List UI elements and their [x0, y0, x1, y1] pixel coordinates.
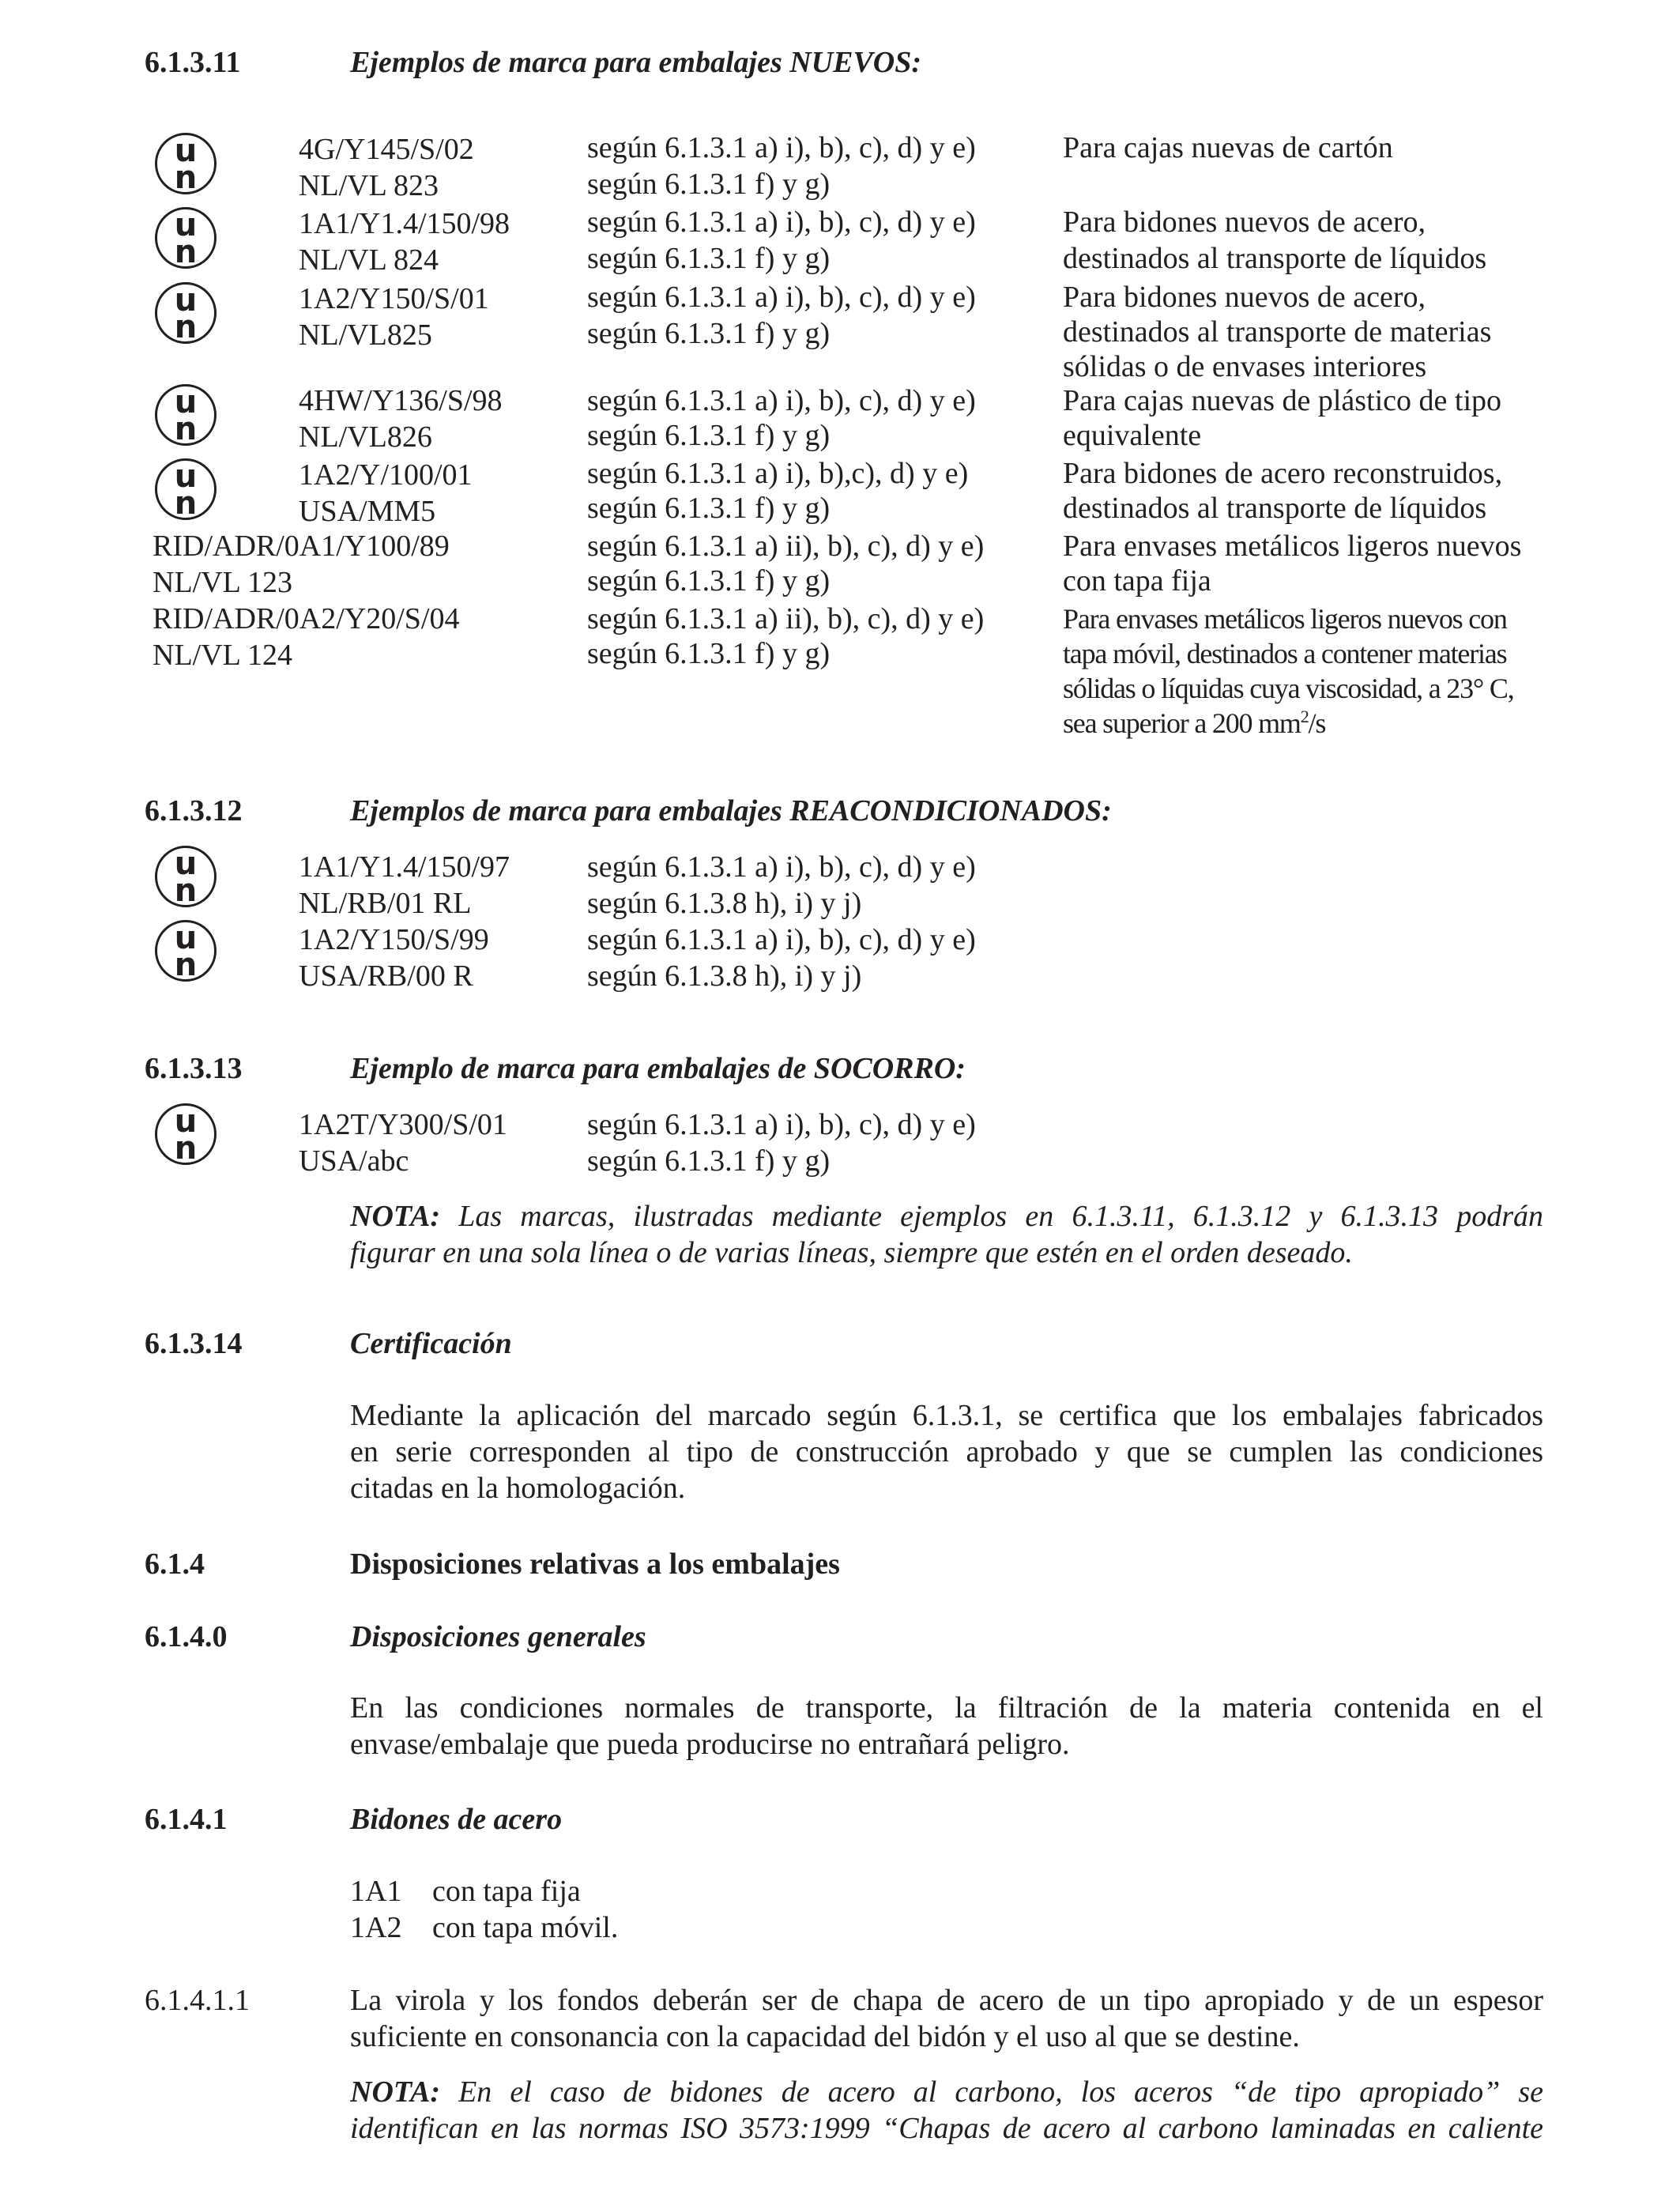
note: NOTA: En el caso de bidones de acero al carbono, los aceros “de tipo apropiado” se identifican en las normas ISO 3573:1999 “Chapas de acero al carbono laminadas en caliente: [350, 2075, 1543, 2145]
mark-description: Para cajas nuevas de plástico de tipo: [1063, 384, 1502, 417]
mark-description: Para envases metálicos ligeros nuevos: [1063, 530, 1522, 563]
section-title: Ejemplos de marca para embalajes REACONDICIONADOS:: [350, 794, 1112, 827]
mark-reference: según 6.1.3.1 a) i), b), c), d) y e): [587, 384, 976, 417]
section-title: Disposiciones relativas a los embalajes: [350, 1547, 840, 1581]
mark-reference: según 6.1.3.1 a) i), b), c), d) y e): [587, 205, 976, 239]
section-number: 6.1.4: [145, 1547, 205, 1581]
list-item-code: 1A2: [350, 1911, 402, 1944]
list-item-code: 1A1: [350, 1875, 402, 1908]
mark-description: sea superior a 200 $mm^2/s$: [1063, 707, 1326, 739]
mark-description: Para bidones nuevos de acero,: [1063, 205, 1426, 239]
un-symbol-icon: u n: [155, 458, 217, 520]
mark-reference: según 6.1.3.1 a) i), b), c), d) y e): [587, 1108, 976, 1141]
paragraph: La virola y los fondos deberán ser de chapa de acero de un tipo apropiado y de un espesor suficiente en consonancia con la capacidad del bidón y el uso al que se destine.: [350, 1984, 1543, 2053]
mark-code: 1A2/Y/100/01: [299, 458, 473, 492]
mark-code: 4HW/Y136/S/98: [299, 384, 503, 417]
mark-description: con tapa fija: [1063, 564, 1211, 598]
mark-code: 1A2T/Y300/S/01: [299, 1108, 507, 1141]
mark-code-2: USA/MM5: [299, 495, 436, 528]
section-number: 6.1.3.12: [145, 794, 243, 827]
mark-reference-2: según 6.1.3.1 f) y g): [587, 317, 831, 350]
mark-code-2: USA/abc: [299, 1144, 409, 1178]
section-title: Bidones de acero: [350, 1803, 563, 1836]
mark-code-2: USA/RB/00 R: [299, 959, 473, 993]
un-symbol-icon: u n: [155, 133, 217, 194]
un-symbol-icon: u n: [155, 920, 217, 982]
mark-reference: según 6.1.3.1 a) i), b), c), d) y e): [587, 131, 976, 164]
mark-code-2: NL/VL 824: [299, 243, 439, 277]
mark-code: RID/ADR/0A2/Y20/S/04: [153, 602, 460, 635]
mark-reference-2: según 6.1.3.1 f) y g): [587, 419, 831, 452]
mark-description: destinados al transporte de materias: [1063, 315, 1492, 349]
un-symbol-icon: u n: [155, 282, 217, 344]
mark-reference-2: según 6.1.3.1 f) y g): [587, 564, 831, 598]
note: NOTA: Las marcas, ilustradas mediante ejemplos en 6.1.3.11, 6.1.3.12 y 6.1.3.13 podrán figurar en una sola línea o de varias líneas, siempre que estén en el orden deseado.: [350, 1200, 1543, 1269]
paragraph: Mediante la aplicación del marcado según 6.1.3.1, se certifica que los embalajes fabricados en serie corresponden al tipo de construcción aprobado y que se cumplen las condiciones citadas en la homologación.: [350, 1399, 1543, 1505]
mark-code: 1A1/Y1.4/150/97: [299, 850, 510, 884]
mark-description: destinados al transporte de líquidos: [1063, 242, 1487, 275]
mark-code-2: NL/VL825: [299, 319, 432, 352]
mark-code-2: NL/RB/01 RL: [299, 887, 472, 920]
section-number: 6.1.4.1.1: [145, 1984, 250, 2017]
mark-reference-2: según 6.1.3.8 h), i) y j): [587, 887, 862, 920]
un-symbol-icon: u n: [155, 207, 217, 269]
mark-code: 1A1/Y1.4/150/98: [299, 207, 510, 240]
mark-description: sólidas o líquidas cuya viscosidad, a 23° C,: [1063, 673, 1514, 704]
un-symbol-icon: u n: [155, 384, 217, 446]
section-title: Ejemplo de marca para embalajes de SOCORRO:: [350, 1052, 966, 1085]
section-number: 6.1.3.11: [145, 46, 241, 79]
mark-description: equivalente: [1063, 419, 1202, 452]
mark-reference-2: según 6.1.3.1 f) y g): [587, 492, 831, 525]
un-symbol-icon: u n: [155, 846, 217, 907]
mark-description: sólidas o de envases interiores: [1063, 350, 1427, 383]
mark-code: 1A2/Y150/S/01: [299, 282, 489, 315]
list-item-text: con tapa fija: [432, 1875, 581, 1908]
mark-description: Para cajas nuevas de cartón: [1063, 131, 1393, 164]
mark-reference: según 6.1.3.1 a) i), b), c), d) y e): [587, 281, 976, 314]
list-item-text: con tapa móvil.: [432, 1911, 619, 1944]
mark-code-2: NL/VL 124: [153, 639, 292, 672]
mark-code: 1A2/Y150/S/99: [299, 923, 489, 956]
mark-description: Para envases metálicos ligeros nuevos con: [1063, 603, 1507, 635]
mark-reference: según 6.1.3.1 a) ii), b), c), d) y e): [587, 602, 985, 635]
mark-reference-2: según 6.1.3.1 f) y g): [587, 637, 831, 670]
mark-reference: según 6.1.3.1 a) i), b),c), d) y e): [587, 457, 969, 490]
paragraph: En las condiciones normales de transporte, la filtración de la materia contenida en el envase/embalaje que pueda producirse no entrañará peligro.: [350, 1691, 1543, 1761]
mark-description: tapa móvil, destinados a contener materias: [1063, 638, 1507, 669]
mark-code: RID/ADR/0A1/Y100/89: [153, 530, 450, 563]
mark-reference-2: según 6.1.3.1 f) y g): [587, 242, 831, 275]
section-title: Certificación: [350, 1327, 512, 1360]
mark-description: destinados al transporte de líquidos: [1063, 492, 1487, 525]
mark-code-2: NL/VL826: [299, 420, 432, 454]
section-title: Disposiciones generales: [350, 1620, 646, 1653]
section-number: 6.1.4.1: [145, 1803, 228, 1836]
mark-description: Para bidones nuevos de acero,: [1063, 281, 1426, 314]
mark-reference-2: según 6.1.3.1 f) y g): [587, 168, 831, 201]
mark-reference-2: según 6.1.3.1 f) y g): [587, 1144, 831, 1178]
mark-code-2: NL/VL 123: [153, 566, 292, 599]
mark-code-2: NL/VL 823: [299, 169, 439, 202]
section-number: 6.1.3.13: [145, 1052, 243, 1085]
mark-reference: según 6.1.3.1 a) i), b), c), d) y e): [587, 850, 976, 884]
mark-code: 4G/Y145/S/02: [299, 133, 474, 166]
section-number: 6.1.4.0: [145, 1620, 228, 1653]
section-number: 6.1.3.14: [145, 1327, 243, 1360]
mark-reference: según 6.1.3.1 a) i), b), c), d) y e): [587, 923, 976, 956]
section-title: Ejemplos de marca para embalajes NUEVOS:: [350, 46, 922, 79]
mark-reference-2: según 6.1.3.8 h), i) y j): [587, 959, 862, 993]
mark-reference: según 6.1.3.1 a) ii), b), c), d) y e): [587, 530, 985, 563]
un-symbol-icon: u n: [155, 1103, 217, 1165]
mark-description: Para bidones de acero reconstruidos,: [1063, 457, 1503, 490]
